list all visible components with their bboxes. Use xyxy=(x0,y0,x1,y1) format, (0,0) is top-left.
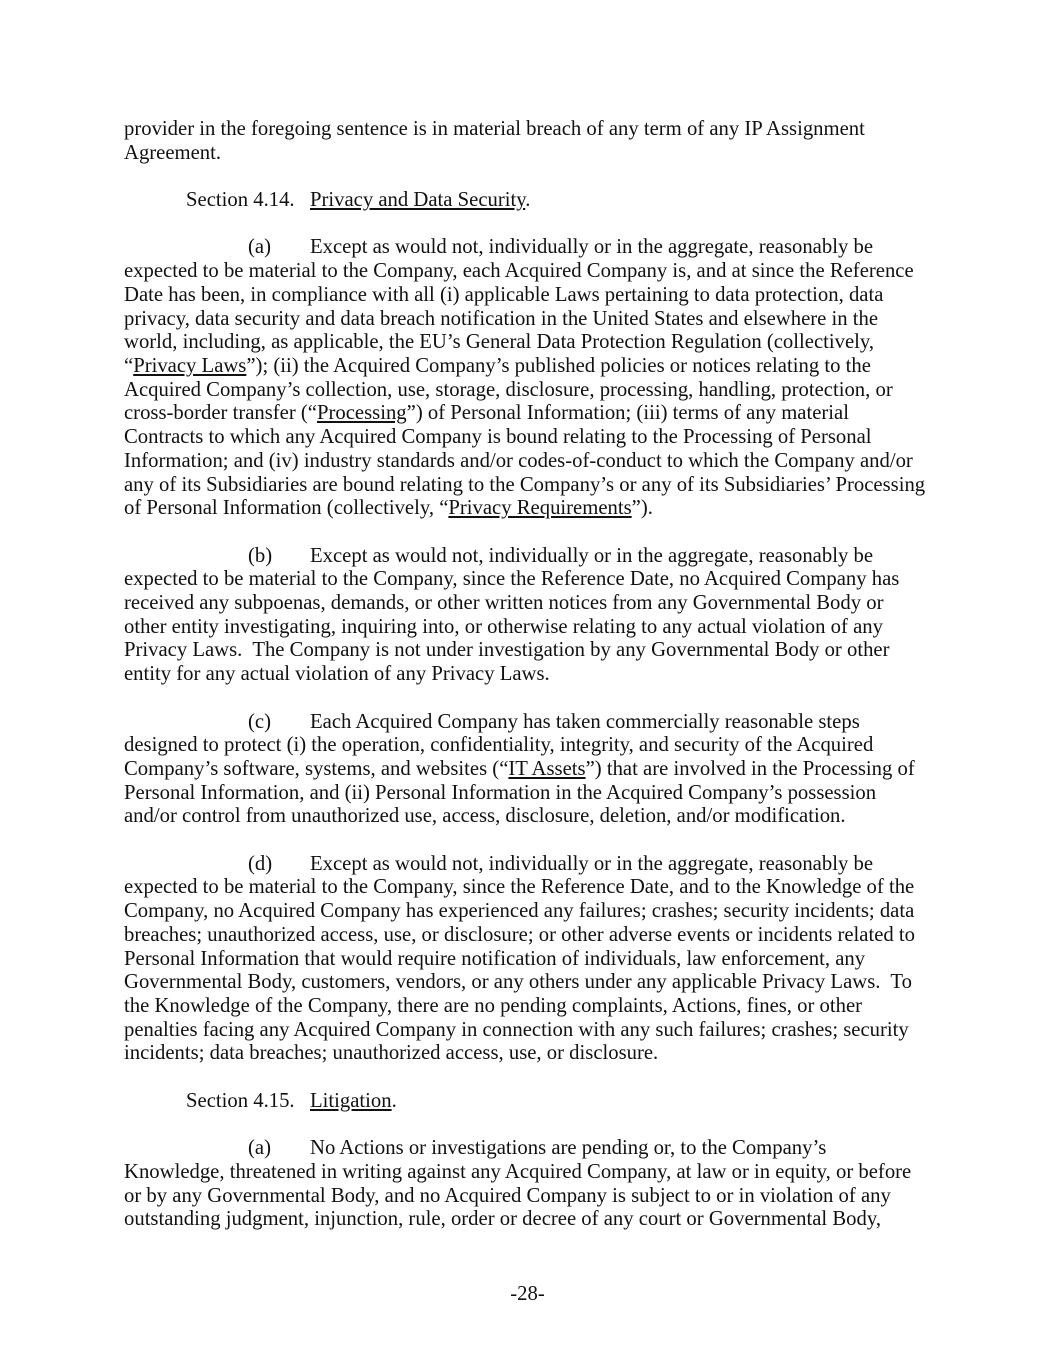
section-number: Section 4.14. xyxy=(186,189,295,212)
page-footer xyxy=(0,1283,1055,1307)
text-segment: Privacy Requirements xyxy=(448,497,632,520)
section-4-14-paragraph-a xyxy=(124,236,931,520)
section-title: Litigation xyxy=(310,1089,392,1112)
paragraph-marker: (a) xyxy=(248,236,271,259)
section-title-suffix: . xyxy=(525,189,531,212)
section-title-suffix: . xyxy=(391,1089,397,1112)
paragraph-marker: (b) xyxy=(248,544,273,567)
text-segment: Processing xyxy=(317,402,407,425)
text-segment: ”) that are involved in the Processing of Personal Information, and (ii) Personal Information in the Acquired Company’s possession and/or control from unauthorized use, access, disclosure, deletion, and/or modification. xyxy=(124,757,920,828)
paragraph-marker: (d) xyxy=(248,852,273,875)
page-number: -28- xyxy=(510,1283,545,1305)
text-segment: No Actions or investigations are pending or, to the Company’s Knowledge, threatened in writing against any Acquired Company, at law or in equity, or before or by any Governmental Body, and no Acquired Company is subject to or in violation of any outstanding judgment, injunction, rule, order or decree of any court or Governmental Body, xyxy=(124,1137,917,1231)
text-segment: Except as would not, individually or in the aggregate, reasonably be expected to be material to the Company, since the Reference Date, no Acquired Company has received any subpoenas, demands, or other written notices from any Governmental Body or other entity investigating, inquiring into, or otherwise relating to any actual violation of any Privacy Laws. The Company is not under investigation by any Governmental Body or other entity for any actual violation of any Privacy Laws. xyxy=(124,544,905,686)
text-segment: Except as would not, individually or in the aggregate, reasonably be expected to be material to the Company, since the Reference Date, and to the Knowledge of the Company, no Acquired Company has experienced any failures; crashes; security incidents; data breaches; unauthorized access, use, or disclosure; or other adverse events or incidents related to Personal Information that would require notification of individuals, law enforcement, any Governmental Body, customers, vendors, or any others under any applicable Privacy Laws. To the Knowledge of the Company, there are no pending complaints, Actions, fines, or other penalties facing any Acquired Company in connection with any such failures; crashes; security incidents; data breaches; unauthorized access, use, or disclosure. xyxy=(124,852,921,1065)
section-4-15-paragraph-a xyxy=(124,1137,931,1232)
section-number: Section 4.15. xyxy=(186,1089,295,1112)
text-segment: ”); (ii) the Acquired Company’s published policies or notices relating to the Acquired Company’s collection, use, storage, disclosure, processing, handling, protection, or cross-border transfer (“ xyxy=(124,355,898,425)
section-4-14-paragraph-b xyxy=(124,545,931,687)
text-segment: ”). xyxy=(631,497,653,520)
section-4-14-paragraph-d xyxy=(124,853,931,1066)
page-body xyxy=(124,118,931,1232)
section-4-14-paragraph-c xyxy=(124,711,931,830)
section-title: Privacy and Data Security xyxy=(310,189,526,212)
continuation-paragraph xyxy=(124,118,931,165)
section-4-14-heading xyxy=(124,189,931,213)
paragraph-marker: (a) xyxy=(248,1137,271,1160)
section-4-15-heading xyxy=(124,1090,931,1114)
text-segment: IT Assets xyxy=(508,757,586,780)
text-segment: provider in the foregoing sentence is in material breach of any term of any IP Assignment Agreement. xyxy=(124,118,869,164)
text-segment: Privacy Laws xyxy=(133,355,247,377)
paragraph-marker: (c) xyxy=(248,710,271,733)
text-segment: ”) of Personal Information; (iii) terms of any material Contracts to which any Acquired Company is bound relating to the Processing of Personal Information; and (iv) industry standards and/or codes-of-conduct to which the Company and/or any of its Subsidiaries are bound relating to the Company’s or any of its Subsidiaries’ Processing of Personal Information (collectively, “ xyxy=(124,402,931,520)
text-segment: Each Acquired Company has taken commercially reasonable steps designed to protect (i) the operation, confidentiality, integrity, and security of the Acquired Company’s software, systems, and websites (“ xyxy=(124,710,879,780)
text-segment: Except as would not, individually or in the aggregate, reasonably be expected to be material to the Company, each Acquired Company is, and at since the Reference Date has been, in compliance with all (i) applicable Laws pertaining to data protection, data privacy, data security and data breach notification in the United States and elsewhere in the world, including, as applicable, the EU’s General Data Protection Regulation (collectively, “ xyxy=(124,236,919,377)
